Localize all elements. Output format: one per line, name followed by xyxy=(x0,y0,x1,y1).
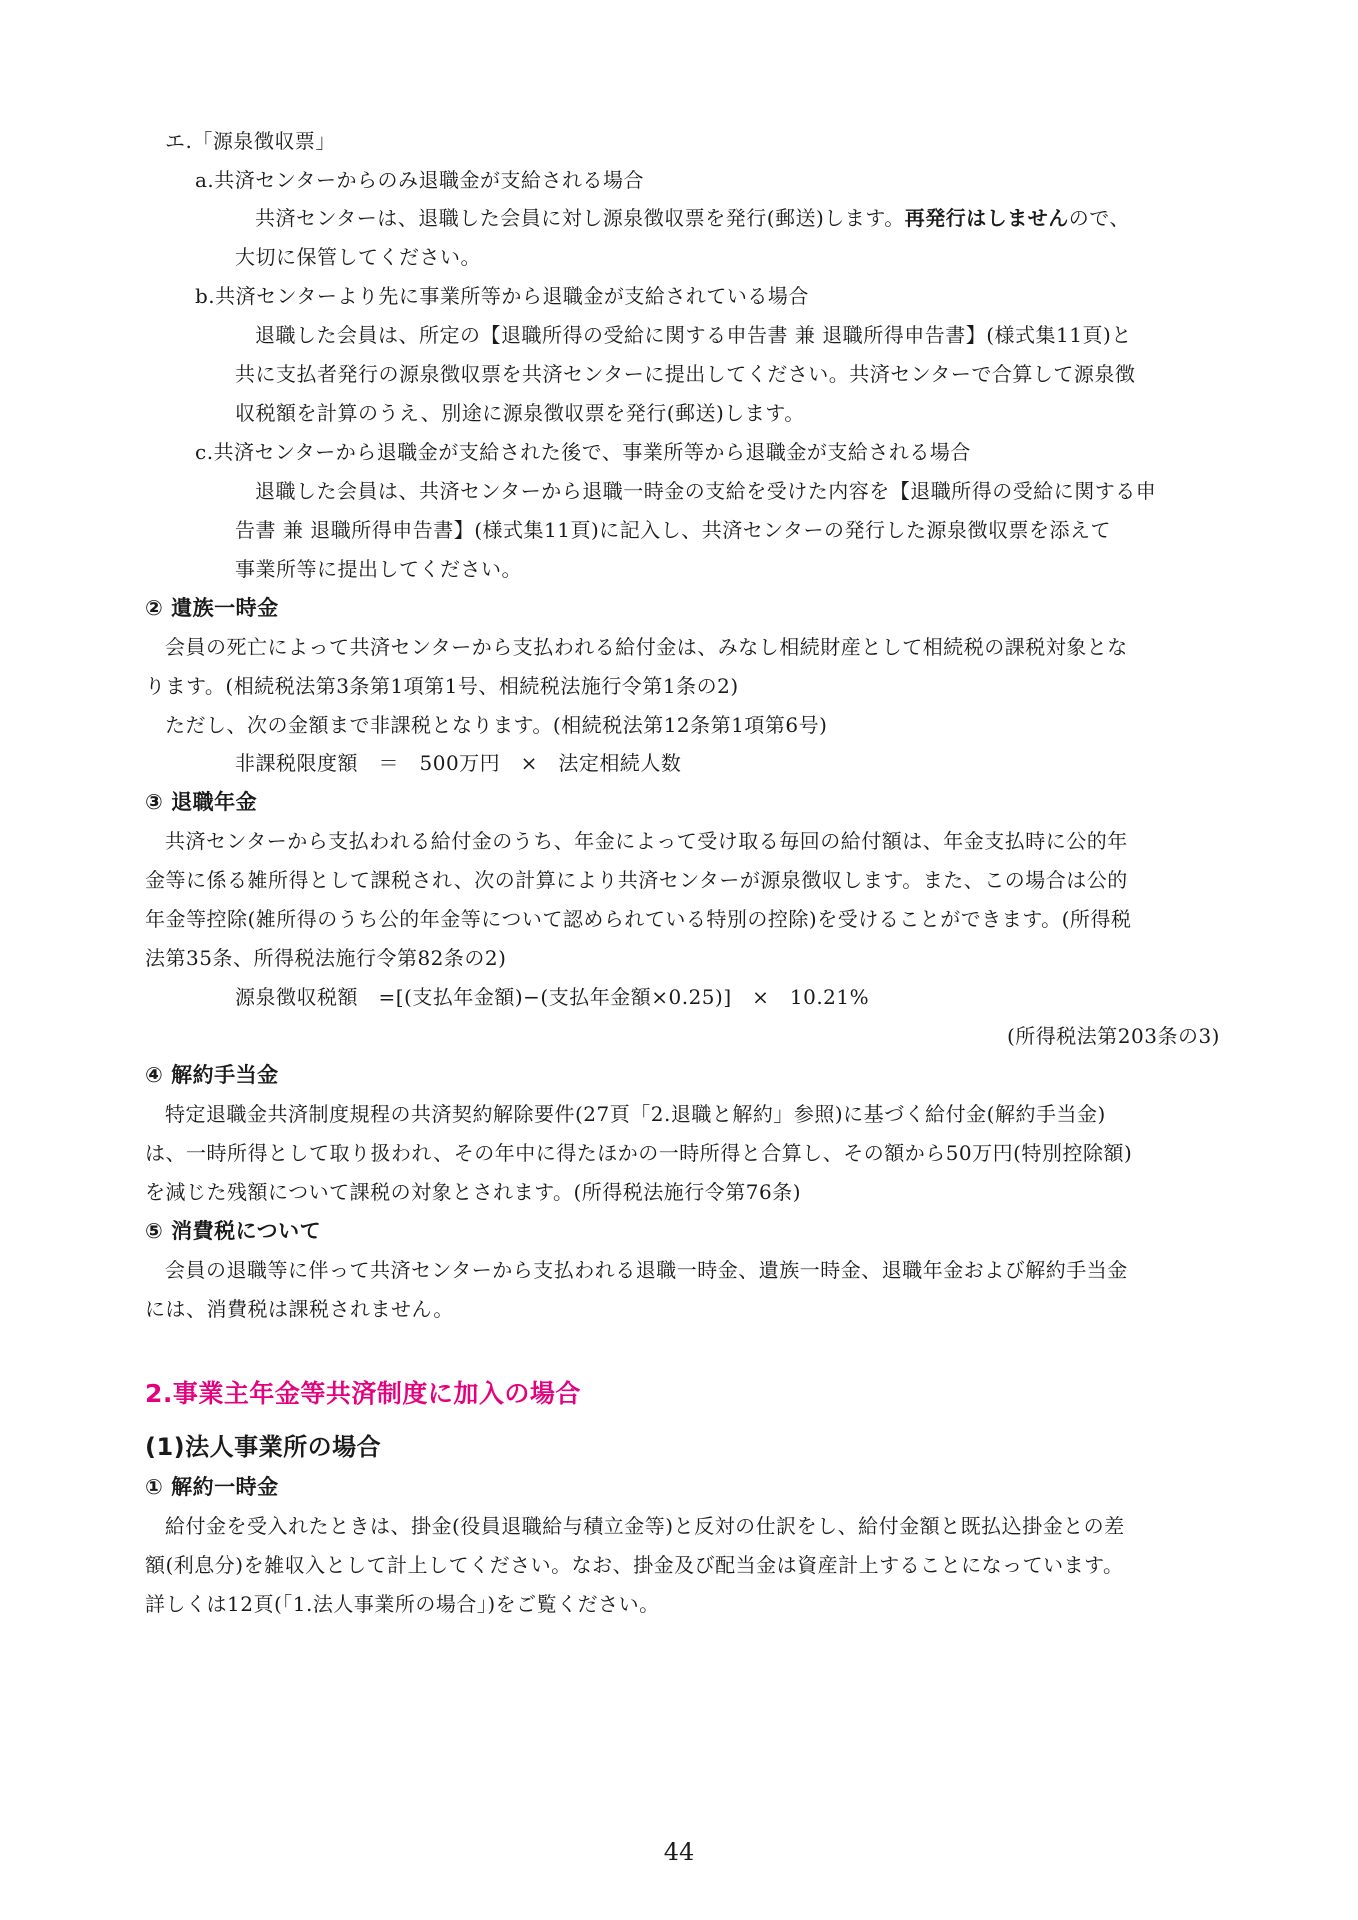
item-3-line-2: 金等に係る雑所得として課税され、次の計算により共済センターが源泉徴収します。また、この場合は公的 xyxy=(145,868,1128,892)
block-e-b-title: b.共済センターより先に事業所等から退職金が支給されている場合 xyxy=(195,284,809,308)
block-e-c-line-3: 事業所等に提出してください。 xyxy=(235,557,522,581)
section-2-line-3: 詳しくは12頁(「1.法人事業所の場合」)をご覧ください。 xyxy=(145,1592,660,1616)
block-e-a-line-1-post: ので、 xyxy=(1068,206,1130,230)
item-5-line-1: 会員の退職等に伴って共済センターから支払われる退職一時金、遺族一時金、退職年金および解約手当金 xyxy=(165,1258,1128,1282)
block-e-b-line-2: 共に支払者発行の源泉徴収票を共済センターに提出してください。共済センターで合算して源泉徴 xyxy=(235,362,1136,386)
item-5-line-2: には、消費税は課税されません。 xyxy=(145,1297,454,1321)
page-number: 44 xyxy=(663,1838,695,1866)
block-e-a-title: a.共済センターからのみ退職金が支給される場合 xyxy=(195,168,644,192)
item-2-line-2: ります。(相続税法第3条第1項第1号、相続税法施行令第1条の2) xyxy=(145,674,739,698)
item-3-line-3: 年金等控除(雑所得のうち公的年金等について認められている特別の控除)を受けることができます。(所得税 xyxy=(145,907,1132,931)
block-e-b-line-3: 収税額を計算のうえ、別途に源泉徴収票を発行(郵送)します。 xyxy=(235,401,805,425)
item-4-line-3: を減じた残額について課税の対象とされます。(所得税法施行令第76条) xyxy=(145,1180,802,1204)
section-2-line-1: 給付金を受入れたときは、掛金(役員退職給与積立金等)と反対の仕訳をし、給付金額と既払込掛金との差 xyxy=(165,1514,1125,1538)
item-3-note: (所得税法第203条の3) xyxy=(1006,1024,1220,1048)
block-e-heading: エ.「源泉徴収票」 xyxy=(165,129,336,153)
item-4-line-2: は、一時所得として取り扱われ、その年中に得たほかの一時所得と合算し、その額から50万円(特別控除額) xyxy=(145,1141,1133,1165)
section-2-line-2: 額(利息分)を雑収入として計上してください。なお、掛金及び配当金は資産計上することになっています。 xyxy=(145,1553,1124,1577)
item-2-formula: 非課税限度額 ＝ 500万円 × 法定相続人数 xyxy=(235,751,682,775)
item-3-heading: ③ 退職年金 xyxy=(145,790,258,814)
block-e-a-line-1-pre: 共済センターは、退職した会員に対し源泉徴収票を発行(郵送)します。 xyxy=(255,206,905,230)
block-e-a-line-1 xyxy=(255,201,1130,235)
block-e-c-line-2: 告書 兼 退職所得申告書】(様式集11頁)に記入し、共済センターの発行した源泉徴収票を添えて xyxy=(235,518,1111,542)
item-2-line-1: 会員の死亡によって共済センターから支払われる給付金は、みなし相続財産として相続税の課税対象とな xyxy=(165,635,1128,659)
item-4-heading: ④ 解約手当金 xyxy=(145,1063,279,1087)
item-3-line-4: 法第35条、所得税法施行令第82条の2) xyxy=(145,946,507,970)
item-2-line-3: ただし、次の金額まで非課税となります。(相続税法第12条第1項第6号) xyxy=(165,713,828,737)
section-2-title: 2.事業主年金等共済制度に加入の場合 xyxy=(145,1379,581,1408)
block-e-b-line-1: 退職した会員は、所定の【退職所得の受給に関する申告書 兼 退職所得申告書】(様式集11頁)と xyxy=(255,323,1132,347)
item-2-heading: ② 遺族一時金 xyxy=(145,596,279,620)
item-3-line-1: 共済センターから支払われる給付金のうち、年金によって受け取る毎回の給付額は、年金支払時に公的年 xyxy=(165,829,1128,853)
section-2-sub-title: (1)法人事業所の場合 xyxy=(145,1433,382,1461)
section-2-item-1-heading: ① 解約一時金 xyxy=(145,1475,279,1499)
no-reissue-emphasis: 再発行はしません xyxy=(904,206,1069,230)
block-e-a-line-2: 大切に保管してください。 xyxy=(235,245,481,269)
block-e-c-line-1: 退職した会員は、共済センターから退職一時金の支給を受けた内容を【退職所得の受給に関する申 xyxy=(255,479,1157,503)
block-e-c-title: c.共済センターから退職金が支給された後で、事業所等から退職金が支給される場合 xyxy=(195,440,971,464)
item-3-formula: 源泉徴収税額 =[(支払年金額)−(支払年金額×0.25)] × 10.21% xyxy=(235,985,870,1009)
item-4-line-1: 特定退職金共済制度規程の共済契約解除要件(27頁「2.退職と解約」参照)に基づく給付金(解約手当金) xyxy=(165,1102,1106,1126)
item-5-heading: ⑤ 消費税について xyxy=(145,1219,322,1243)
